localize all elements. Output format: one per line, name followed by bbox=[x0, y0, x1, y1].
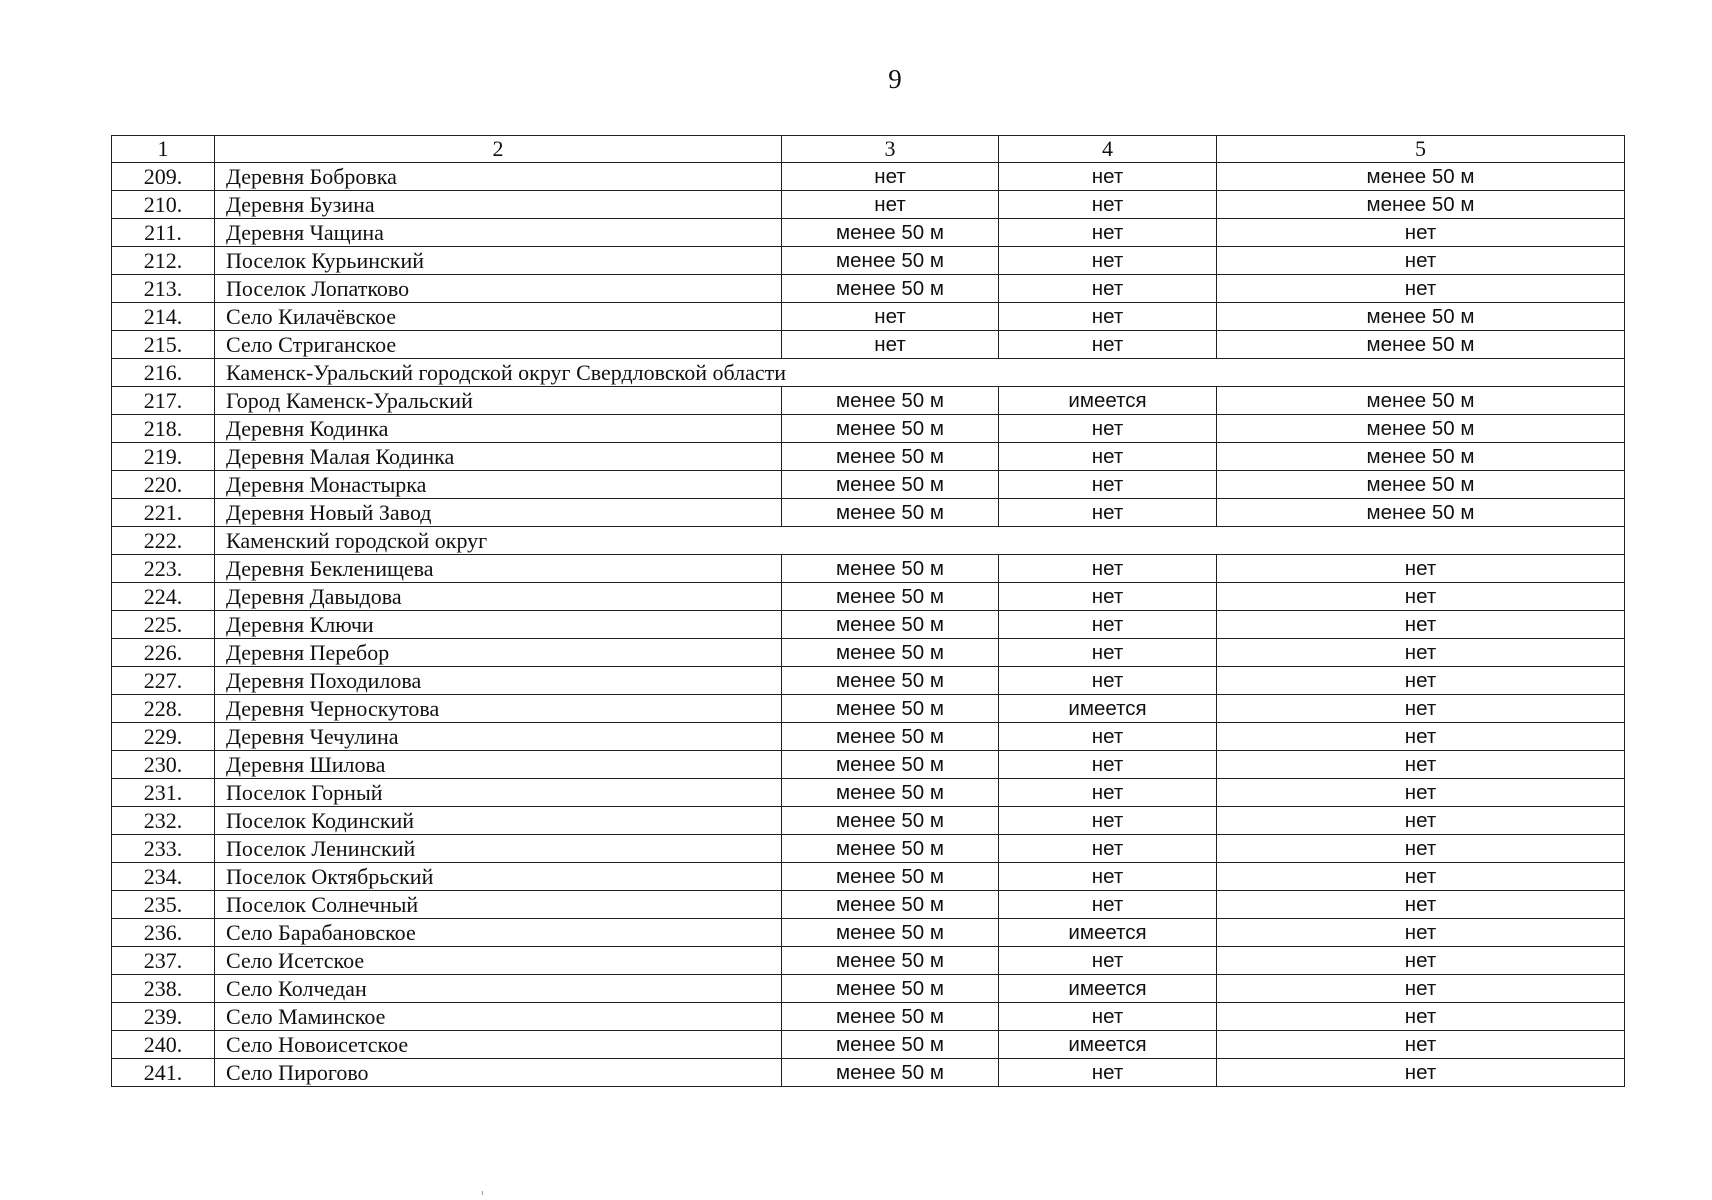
column-3-value: менее 50 м bbox=[782, 835, 999, 863]
column-5-value: менее 50 м bbox=[1217, 331, 1625, 359]
column-3-value: менее 50 м bbox=[782, 667, 999, 695]
row-number: 225. bbox=[112, 611, 215, 639]
row-number: 220. bbox=[112, 471, 215, 499]
table-row bbox=[112, 611, 1625, 639]
row-number: 231. bbox=[112, 779, 215, 807]
column-5-value: менее 50 м bbox=[1217, 163, 1625, 191]
table-row bbox=[112, 1003, 1625, 1031]
column-3-value: менее 50 м bbox=[782, 695, 999, 723]
column-5-value: нет bbox=[1217, 891, 1625, 919]
column-5-value: нет bbox=[1217, 835, 1625, 863]
settlement-name: Село Стриганское bbox=[215, 331, 782, 359]
column-5-value: нет bbox=[1217, 611, 1625, 639]
column-5-value: менее 50 м bbox=[1217, 443, 1625, 471]
column-5-value: менее 50 м bbox=[1217, 191, 1625, 219]
row-number: 234. bbox=[112, 863, 215, 891]
column-3-value: менее 50 м bbox=[782, 275, 999, 303]
column-3-value: менее 50 м bbox=[782, 611, 999, 639]
column-5-value: нет bbox=[1217, 695, 1625, 723]
row-number: 226. bbox=[112, 639, 215, 667]
column-5-value: нет bbox=[1217, 1003, 1625, 1031]
column-5-value: менее 50 м bbox=[1217, 387, 1625, 415]
settlement-name: Поселок Солнечный bbox=[215, 891, 782, 919]
column-3-value: менее 50 м bbox=[782, 471, 999, 499]
table-row bbox=[112, 667, 1625, 695]
table-header-row bbox=[112, 136, 1625, 163]
column-3-value: менее 50 м bbox=[782, 1059, 999, 1087]
column-header-2: 2 bbox=[215, 136, 782, 163]
column-4-value: нет bbox=[999, 1059, 1217, 1087]
table-row bbox=[112, 723, 1625, 751]
column-5-value: нет bbox=[1217, 583, 1625, 611]
settlement-name: Деревня Бекленищева bbox=[215, 555, 782, 583]
settlement-name: Деревня Кодинка bbox=[215, 415, 782, 443]
column-4-value: нет bbox=[999, 443, 1217, 471]
table-row bbox=[112, 835, 1625, 863]
row-number: 209. bbox=[112, 163, 215, 191]
column-3-value: менее 50 м bbox=[782, 499, 999, 527]
table-row bbox=[112, 695, 1625, 723]
settlement-name: Поселок Курьинский bbox=[215, 247, 782, 275]
settlement-name: Село Пирогово bbox=[215, 1059, 782, 1087]
settlement-name: Село Новоисетское bbox=[215, 1031, 782, 1059]
column-4-value: нет bbox=[999, 275, 1217, 303]
column-3-value: нет bbox=[782, 191, 999, 219]
column-header-4: 4 bbox=[999, 136, 1217, 163]
column-3-value: менее 50 м bbox=[782, 219, 999, 247]
settlement-name: Село Колчедан bbox=[215, 975, 782, 1003]
column-5-value: нет bbox=[1217, 807, 1625, 835]
column-3-value: менее 50 м bbox=[782, 555, 999, 583]
column-3-value: менее 50 м bbox=[782, 779, 999, 807]
column-4-value: нет bbox=[999, 555, 1217, 583]
row-number: 213. bbox=[112, 275, 215, 303]
column-4-value: имеется bbox=[999, 387, 1217, 415]
row-number: 233. bbox=[112, 835, 215, 863]
table-row bbox=[112, 331, 1625, 359]
column-3-value: менее 50 м bbox=[782, 751, 999, 779]
table-row bbox=[112, 191, 1625, 219]
column-4-value: нет bbox=[999, 891, 1217, 919]
row-number: 216. bbox=[112, 359, 215, 387]
column-3-value: менее 50 м bbox=[782, 975, 999, 1003]
settlements-table bbox=[111, 135, 1625, 1087]
row-number: 217. bbox=[112, 387, 215, 415]
row-number: 232. bbox=[112, 807, 215, 835]
column-3-value: менее 50 м bbox=[782, 947, 999, 975]
table-row bbox=[112, 415, 1625, 443]
column-3-value: менее 50 м bbox=[782, 807, 999, 835]
column-5-value: нет bbox=[1217, 1059, 1625, 1087]
column-header-1: 1 bbox=[112, 136, 215, 163]
settlement-name: Деревня Шилова bbox=[215, 751, 782, 779]
scan-artifact-mark bbox=[482, 1191, 483, 1195]
column-3-value: менее 50 м bbox=[782, 639, 999, 667]
table-row bbox=[112, 919, 1625, 947]
table-row bbox=[112, 1059, 1625, 1087]
settlement-name: Поселок Ленинский bbox=[215, 835, 782, 863]
column-4-value: нет bbox=[999, 667, 1217, 695]
settlement-name: Деревня Малая Кодинка bbox=[215, 443, 782, 471]
row-number: 223. bbox=[112, 555, 215, 583]
row-number: 221. bbox=[112, 499, 215, 527]
column-5-value: менее 50 м bbox=[1217, 471, 1625, 499]
column-5-value: нет bbox=[1217, 247, 1625, 275]
settlement-name: Деревня Перебор bbox=[215, 639, 782, 667]
column-3-value: нет bbox=[782, 163, 999, 191]
column-5-value: нет bbox=[1217, 919, 1625, 947]
column-4-value: нет bbox=[999, 219, 1217, 247]
column-5-value: нет bbox=[1217, 275, 1625, 303]
column-4-value: нет bbox=[999, 751, 1217, 779]
column-5-value: нет bbox=[1217, 723, 1625, 751]
table-row bbox=[112, 275, 1625, 303]
column-4-value: нет bbox=[999, 247, 1217, 275]
settlement-name: Поселок Кодинский bbox=[215, 807, 782, 835]
table-row bbox=[112, 751, 1625, 779]
row-number: 222. bbox=[112, 527, 215, 555]
row-number: 210. bbox=[112, 191, 215, 219]
column-5-value: нет bbox=[1217, 667, 1625, 695]
row-number: 219. bbox=[112, 443, 215, 471]
row-number: 227. bbox=[112, 667, 215, 695]
row-number: 218. bbox=[112, 415, 215, 443]
row-number: 228. bbox=[112, 695, 215, 723]
table-group-row bbox=[112, 359, 1625, 387]
column-3-value: менее 50 м bbox=[782, 891, 999, 919]
column-5-value: нет bbox=[1217, 947, 1625, 975]
group-title: Каменск-Уральский городской округ Свердловской области bbox=[215, 359, 1625, 387]
column-4-value: нет bbox=[999, 639, 1217, 667]
table-row bbox=[112, 555, 1625, 583]
column-3-value: менее 50 м bbox=[782, 1031, 999, 1059]
column-4-value: нет bbox=[999, 191, 1217, 219]
settlement-name: Село Исетское bbox=[215, 947, 782, 975]
row-number: 241. bbox=[112, 1059, 215, 1087]
column-4-value: нет bbox=[999, 583, 1217, 611]
column-3-value: менее 50 м bbox=[782, 247, 999, 275]
table-row bbox=[112, 1031, 1625, 1059]
settlement-name: Поселок Горный bbox=[215, 779, 782, 807]
column-3-value: менее 50 м bbox=[782, 387, 999, 415]
column-3-value: менее 50 м bbox=[782, 443, 999, 471]
column-5-value: нет bbox=[1217, 779, 1625, 807]
row-number: 235. bbox=[112, 891, 215, 919]
column-3-value: менее 50 м bbox=[782, 1003, 999, 1031]
settlement-name: Деревня Новый Завод bbox=[215, 499, 782, 527]
table-row bbox=[112, 443, 1625, 471]
column-4-value: нет bbox=[999, 947, 1217, 975]
page-number: 9 bbox=[888, 64, 902, 94]
column-4-value: имеется bbox=[999, 975, 1217, 1003]
table-row bbox=[112, 219, 1625, 247]
table-row bbox=[112, 891, 1625, 919]
column-5-value: менее 50 м bbox=[1217, 303, 1625, 331]
column-4-value: нет bbox=[999, 863, 1217, 891]
row-number: 239. bbox=[112, 1003, 215, 1031]
column-4-value: нет bbox=[999, 835, 1217, 863]
column-5-value: нет bbox=[1217, 555, 1625, 583]
settlement-name: Деревня Черноскутова bbox=[215, 695, 782, 723]
table-row bbox=[112, 779, 1625, 807]
row-number: 224. bbox=[112, 583, 215, 611]
row-number: 237. bbox=[112, 947, 215, 975]
column-4-value: имеется bbox=[999, 695, 1217, 723]
row-number: 215. bbox=[112, 331, 215, 359]
row-number: 211. bbox=[112, 219, 215, 247]
settlement-name: Деревня Бузина bbox=[215, 191, 782, 219]
settlement-name: Деревня Чащина bbox=[215, 219, 782, 247]
settlement-name: Город Каменск-Уральский bbox=[215, 387, 782, 415]
column-4-value: нет bbox=[999, 1003, 1217, 1031]
column-5-value: нет bbox=[1217, 975, 1625, 1003]
column-4-value: нет bbox=[999, 331, 1217, 359]
column-3-value: менее 50 м bbox=[782, 919, 999, 947]
table-group-row bbox=[112, 527, 1625, 555]
table-row bbox=[112, 863, 1625, 891]
column-5-value: менее 50 м bbox=[1217, 499, 1625, 527]
settlement-name: Село Килачёвское bbox=[215, 303, 782, 331]
column-4-value: имеется bbox=[999, 919, 1217, 947]
row-number: 240. bbox=[112, 1031, 215, 1059]
column-5-value: нет bbox=[1217, 1031, 1625, 1059]
table-row bbox=[112, 807, 1625, 835]
column-4-value: нет bbox=[999, 163, 1217, 191]
settlement-name: Деревня Монастырка bbox=[215, 471, 782, 499]
row-number: 230. bbox=[112, 751, 215, 779]
column-3-value: нет bbox=[782, 303, 999, 331]
column-3-value: менее 50 м bbox=[782, 863, 999, 891]
settlement-name: Поселок Лопатково bbox=[215, 275, 782, 303]
column-5-value: менее 50 м bbox=[1217, 415, 1625, 443]
table-row bbox=[112, 639, 1625, 667]
table-body bbox=[112, 163, 1625, 1087]
settlement-name: Деревня Чечулина bbox=[215, 723, 782, 751]
table-row bbox=[112, 947, 1625, 975]
settlement-name: Деревня Давыдова bbox=[215, 583, 782, 611]
column-5-value: нет bbox=[1217, 219, 1625, 247]
table-row bbox=[112, 975, 1625, 1003]
row-number: 212. bbox=[112, 247, 215, 275]
settlement-name: Деревня Походилова bbox=[215, 667, 782, 695]
table-row bbox=[112, 387, 1625, 415]
column-3-value: нет bbox=[782, 331, 999, 359]
column-4-value: нет bbox=[999, 499, 1217, 527]
table-row bbox=[112, 163, 1625, 191]
table-row bbox=[112, 499, 1625, 527]
column-5-value: нет bbox=[1217, 751, 1625, 779]
settlement-name: Деревня Бобровка bbox=[215, 163, 782, 191]
settlement-name: Поселок Октябрьский bbox=[215, 863, 782, 891]
row-number: 214. bbox=[112, 303, 215, 331]
column-4-value: нет bbox=[999, 415, 1217, 443]
row-number: 236. bbox=[112, 919, 215, 947]
group-title: Каменский городской округ bbox=[215, 527, 1625, 555]
settlement-name: Село Маминское bbox=[215, 1003, 782, 1031]
settlement-name: Деревня Ключи bbox=[215, 611, 782, 639]
column-3-value: менее 50 м bbox=[782, 583, 999, 611]
column-4-value: нет bbox=[999, 303, 1217, 331]
column-header-5: 5 bbox=[1217, 136, 1625, 163]
column-4-value: нет bbox=[999, 779, 1217, 807]
row-number: 238. bbox=[112, 975, 215, 1003]
column-4-value: нет bbox=[999, 723, 1217, 751]
column-5-value: нет bbox=[1217, 863, 1625, 891]
column-4-value: нет bbox=[999, 807, 1217, 835]
column-header-3: 3 bbox=[782, 136, 999, 163]
column-5-value: нет bbox=[1217, 639, 1625, 667]
column-3-value: менее 50 м bbox=[782, 415, 999, 443]
table-row bbox=[112, 303, 1625, 331]
column-3-value: менее 50 м bbox=[782, 723, 999, 751]
column-4-value: имеется bbox=[999, 1031, 1217, 1059]
column-4-value: нет bbox=[999, 611, 1217, 639]
row-number: 229. bbox=[112, 723, 215, 751]
column-4-value: нет bbox=[999, 471, 1217, 499]
table-row bbox=[112, 247, 1625, 275]
table-row bbox=[112, 471, 1625, 499]
table-row bbox=[112, 583, 1625, 611]
settlement-name: Село Барабановское bbox=[215, 919, 782, 947]
